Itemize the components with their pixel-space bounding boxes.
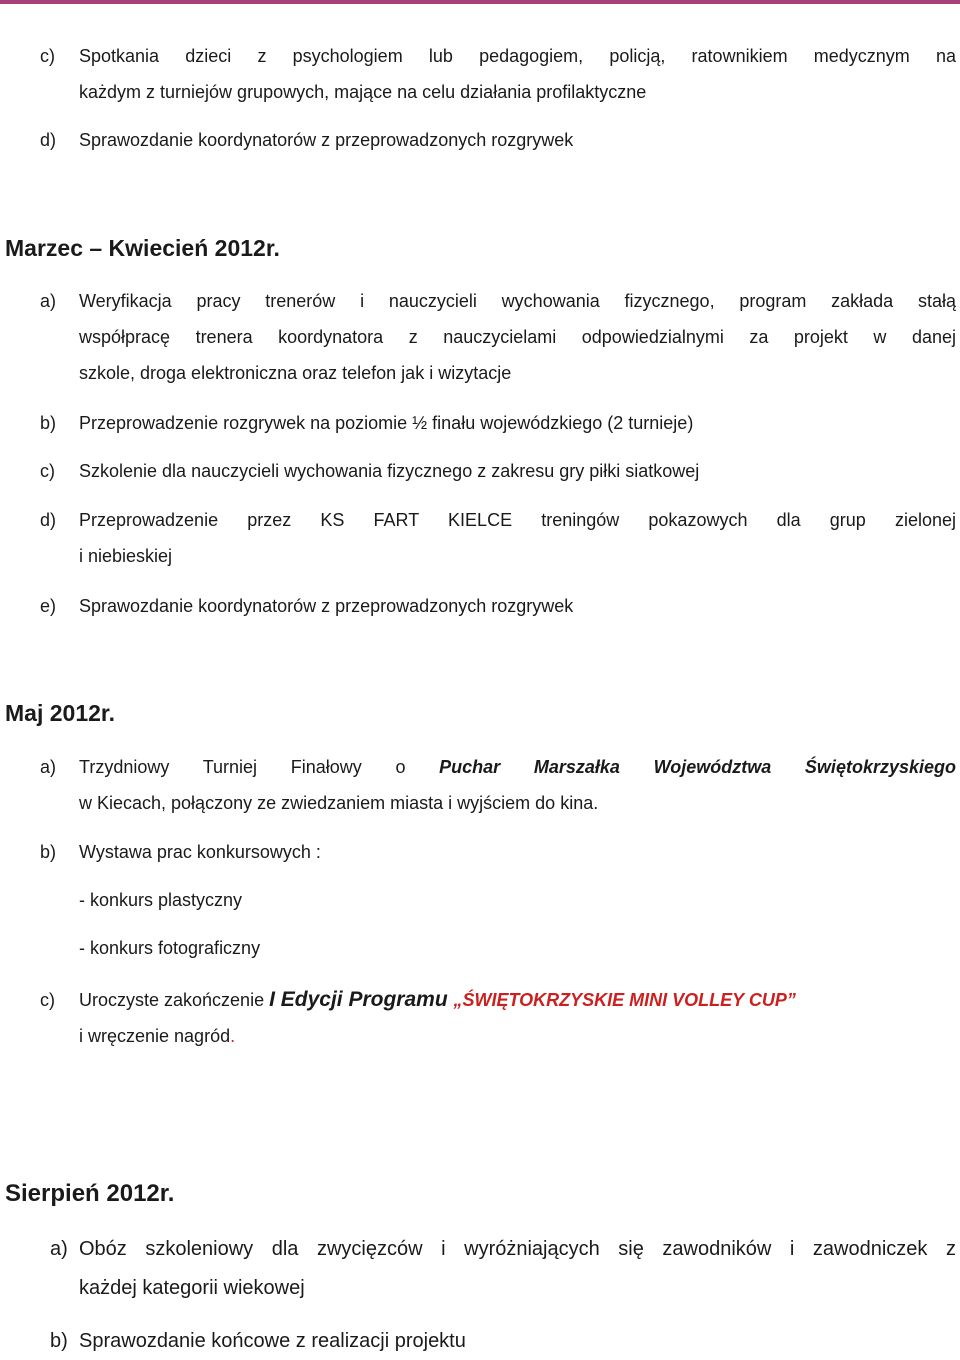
list-item-line: Sprawozdanie koordynatorów z przeprowadzonych rozgrywek bbox=[79, 596, 574, 616]
line-text: Uroczyste zakończenie bbox=[79, 990, 270, 1010]
list-marker: a) bbox=[40, 291, 57, 311]
list-marker: a) bbox=[50, 1238, 68, 1260]
trophy-name: Puchar Marszałka Województwa Świętokrzyskiego bbox=[439, 757, 956, 777]
list-marker: a) bbox=[40, 757, 57, 777]
list-marker: c) bbox=[40, 990, 55, 1010]
edition-name: I Edycji Programu bbox=[269, 988, 454, 1011]
list-item-line: Sprawozdanie koordynatorów z przeprowadzonych rozgrywek bbox=[79, 130, 574, 150]
list-item-line bbox=[79, 982, 956, 1018]
list-marker: c) bbox=[40, 461, 55, 481]
list-item-line: Szkolenie dla nauczycieli wychowania fizycznego z zakresu gry piłki siatkowej bbox=[79, 461, 700, 481]
list-item-line: każdym z turniejów grupowych, mające na celu działania profilaktyczne bbox=[79, 82, 647, 102]
list-marker: d) bbox=[40, 130, 57, 150]
list-item-line: współpracę trenera koordynatora z nauczycielami odpowiedzialnymi za projekt w danej bbox=[79, 327, 956, 347]
sub-item: - konkurs plastyczny bbox=[79, 890, 243, 910]
list-item-line: Przeprowadzenie rozgrywek na poziomie ½ finału wojewódzkiego (2 turnieje) bbox=[79, 413, 694, 433]
line-text: Trzydniowy Turniej Finałowy o bbox=[79, 757, 440, 777]
list-item-line: Spotkania dzieci z psychologiem lub pedagogiem, policją, ratownikiem medycznym na bbox=[79, 46, 956, 66]
list-item-line: Obóz szkoleniowy dla zwycięzców i wyróżniających się zawodników i zawodniczek z bbox=[79, 1238, 956, 1260]
list-item-line: szkole, droga elektroniczna oraz telefon jak i wizytacje bbox=[79, 363, 512, 383]
list-item-line: i niebieskiej bbox=[79, 546, 173, 566]
program-name: „ŚWIĘTOKRZYSKIE MINI VOLLEY CUP” bbox=[453, 990, 796, 1010]
section-heading: Maj 2012r. bbox=[5, 700, 115, 726]
list-item-line: Przeprowadzenie przez KS FART KIELCE treningów pokazowych dla grup zielonej bbox=[79, 510, 956, 530]
list-marker: c) bbox=[40, 46, 55, 66]
list-item-line: Wystawa prac konkursowych : bbox=[79, 842, 321, 862]
list-item-line: Sprawozdanie końcowe z realizacji projektu bbox=[79, 1330, 466, 1352]
list-marker: d) bbox=[40, 510, 57, 530]
list-marker: b) bbox=[40, 413, 57, 433]
list-item-line: Weryfikacja pracy trenerów i nauczycieli wychowania fizycznego, program zakłada stałą bbox=[79, 291, 956, 311]
section-heading: Sierpień 2012r. bbox=[5, 1180, 175, 1207]
list-item-line bbox=[79, 749, 956, 785]
top-border-rule bbox=[0, 0, 960, 4]
sub-item: - konkurs fotograficzny bbox=[79, 938, 261, 958]
list-item-line: każdej kategorii wiekowej bbox=[79, 1277, 305, 1299]
list-marker: b) bbox=[40, 842, 57, 862]
list-marker: e) bbox=[40, 596, 57, 616]
line-text: i wręczenie nagród bbox=[79, 1026, 231, 1046]
list-item-line bbox=[79, 1018, 956, 1054]
red-period: . bbox=[230, 1026, 236, 1046]
list-marker: b) bbox=[50, 1330, 68, 1352]
list-item-line: w Kiecach, połączony ze zwiedzaniem miasta i wyjściem do kina. bbox=[79, 793, 599, 813]
section-heading: Marzec – Kwiecień 2012r. bbox=[5, 235, 280, 261]
